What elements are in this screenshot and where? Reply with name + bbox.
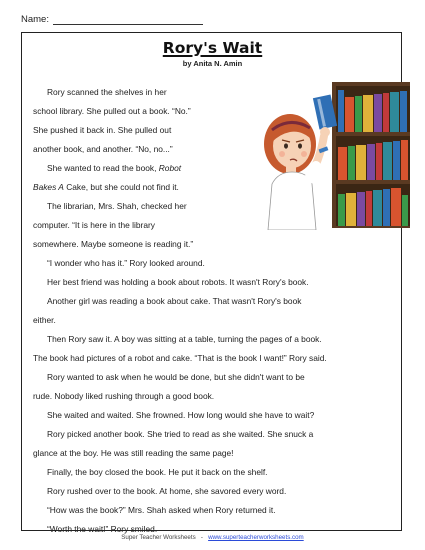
story-line [33, 368, 405, 387]
story-text: The book had pictures of a robot and cake. “That is the book I want!” Rory said. [33, 353, 327, 363]
shelf-book [391, 188, 401, 226]
shelf-book [383, 142, 392, 180]
girl-figure [264, 114, 330, 230]
story-text: glance at the boy. He was still reading the same page! [33, 448, 234, 458]
story-text: school library. She pulled out a book. “No.” [33, 106, 191, 116]
shelf-book [345, 97, 354, 132]
shelf-book [376, 143, 382, 180]
story-text: Rory picked another book. She tried to read as she waited. She snuck a [47, 429, 314, 439]
story-line [33, 254, 405, 273]
girl-at-bookshelf-illustration [250, 80, 410, 230]
shelf-book [402, 195, 408, 226]
story-book-title-text: Bakes A [33, 182, 64, 192]
bookshelf-icon [332, 82, 410, 228]
shelf-book [373, 190, 382, 226]
story-line [33, 292, 405, 311]
story-line [33, 463, 405, 482]
shelf-book [346, 193, 356, 226]
shelf-book [383, 189, 390, 226]
story-line [33, 330, 405, 349]
story-text: either. [33, 315, 56, 325]
story-line [33, 235, 405, 254]
shelf-book [355, 96, 362, 132]
story-byline: by Anita N. Amin [182, 59, 243, 68]
shelf-book [338, 194, 345, 226]
story-text: “I wonder who has it.” Rory looked around. [47, 258, 205, 268]
story-title: Rory's Wait [162, 39, 263, 57]
page-footer [0, 534, 425, 541]
footer-site-name: Super Teacher Worksheets [121, 534, 196, 541]
shelf-book [400, 91, 407, 132]
story-text: Her best friend was holding a book about robots. It wasn't Rory's book. [47, 277, 309, 287]
shelf-book [390, 92, 399, 132]
story-text: computer. “It is here in the library [33, 220, 155, 230]
name-field[interactable] [21, 14, 203, 25]
story-line [33, 501, 405, 520]
shelf-book [348, 146, 355, 180]
story-text: Rory scanned the shelves in her [47, 87, 167, 97]
story-line [33, 311, 405, 330]
story-text: Cake, but she could not find it. [63, 182, 179, 192]
shelf-book [374, 94, 382, 132]
story-text: Then Rory saw it. A boy was sitting at a table, turning the pages of a book. [47, 334, 322, 344]
shelf-book [356, 145, 366, 180]
story-line [33, 406, 405, 425]
footer-separator: - [200, 534, 203, 541]
shelf-book [357, 192, 365, 226]
story-text: “Worth the wait!” Rory smiled. [47, 524, 158, 534]
shelf-book [393, 141, 400, 180]
story-line [33, 482, 405, 501]
story-text: She wanted to read the book, [47, 163, 159, 173]
story-book-title-text: Robot [158, 163, 182, 173]
story-text: She pushed it back in. She pulled out [33, 125, 172, 135]
story-text: rude. Nobody liked rushing through a good book. [33, 391, 215, 401]
shelf-book [366, 191, 372, 226]
story-text: Rory wanted to ask when he would be done, but she didn't want to be [47, 372, 305, 382]
story-line [33, 387, 405, 406]
footer-url-link[interactable]: www.superteacherworksheets.com [208, 534, 304, 541]
story-line [33, 444, 405, 463]
name-label: Name: [21, 14, 49, 25]
story-text: Another girl was reading a book about cake. That wasn't Rory's book [47, 296, 302, 306]
shelf-book [383, 93, 389, 132]
story-text: She waited and waited. She frowned. How long would she have to wait? [47, 410, 315, 420]
shelf-book [338, 147, 347, 180]
story-line [33, 273, 405, 292]
story-text: Rory rushed over to the book. At home, she savored every word. [47, 486, 287, 496]
story-line [33, 425, 405, 444]
story-text: The librarian, Mrs. Shah, checked her [47, 201, 187, 211]
shelf-book [401, 140, 408, 180]
name-blank-line[interactable] [53, 15, 203, 25]
story-text: somewhere. Maybe someone is reading it.” [33, 239, 194, 249]
story-line [33, 349, 405, 368]
story-text: another book, and another. “No, no...” [33, 144, 173, 154]
shelf-book [363, 95, 373, 132]
story-text: Finally, the boy closed the book. He put it back on the shelf. [47, 467, 268, 477]
shelf-book [338, 90, 344, 132]
shelf-book [367, 144, 375, 180]
story-text: “How was the book?” Mrs. Shah asked when Rory returned it. [47, 505, 276, 515]
